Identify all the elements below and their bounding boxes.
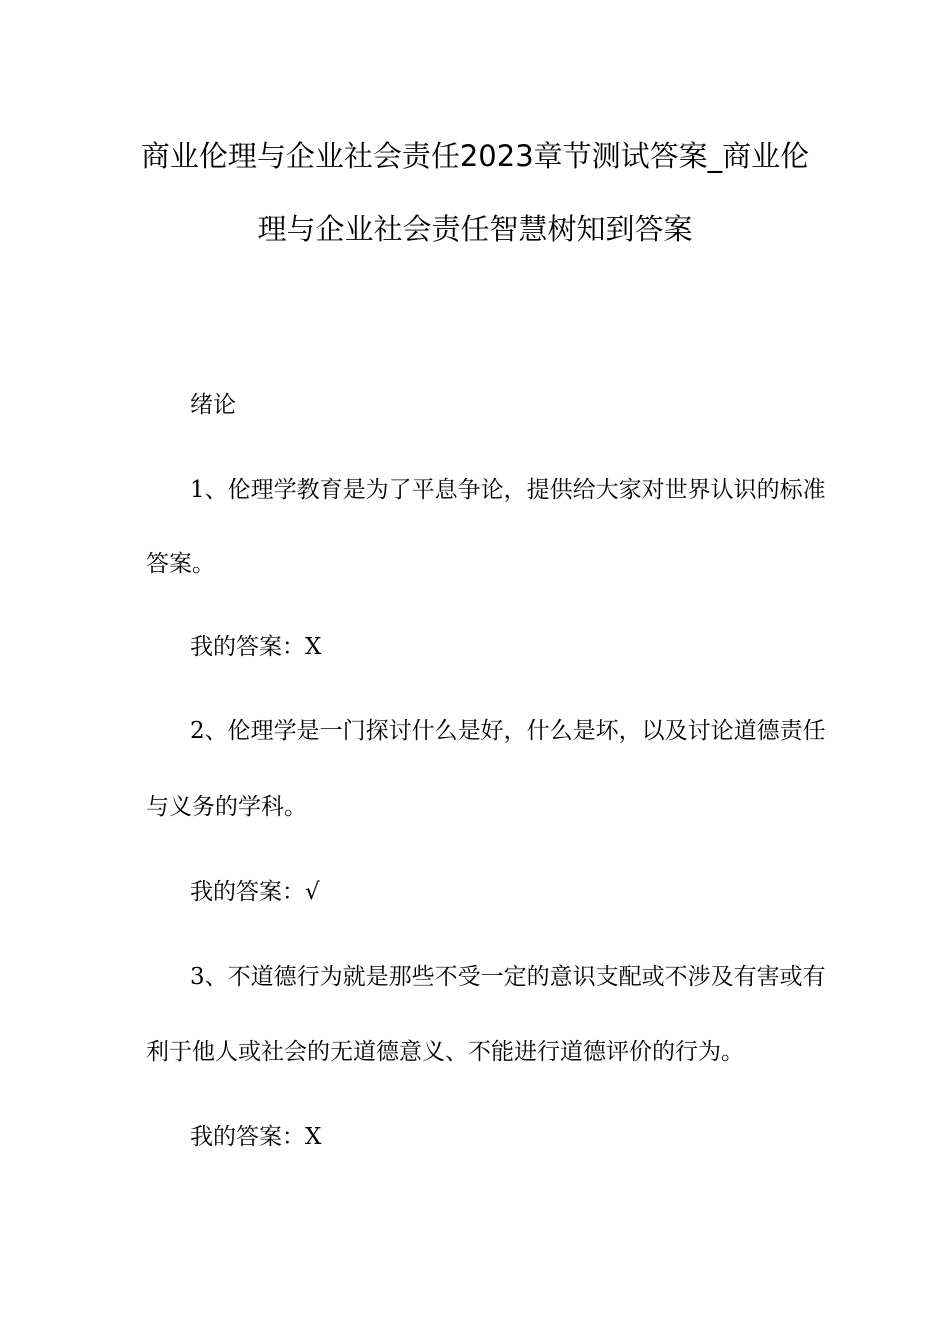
question-1-line-2: 答案。 (146, 551, 215, 577)
question-2-line-1: 2、伦理学是一门探讨什么是好，什么是坏，以及讨论道德责任 (190, 718, 826, 744)
document-title-line-1: 商业伦理与企业社会责任2023章节测试答案_商业伦 (140, 139, 810, 173)
question-2-answer: 我的答案：√ (190, 879, 320, 905)
question-3-line-1: 3、不道德行为就是那些不受一定的意识支配或不涉及有害或有 (190, 964, 826, 990)
question-3-answer: 我的答案：X (190, 1124, 322, 1150)
question-2-line-2: 与义务的学科。 (146, 794, 307, 820)
question-1-answer: 我的答案：X (190, 634, 322, 660)
document-title-line-2: 理与企业社会责任智慧树知到答案 (257, 212, 693, 246)
question-1-line-1: 1、伦理学教育是为了平息争论，提供给大家对世界认识的标准 (190, 477, 826, 503)
section-heading: 绪论 (190, 392, 236, 418)
question-3-line-2: 利于他人或社会的无道德意义、不能进行道德评价的行为。 (146, 1039, 744, 1065)
